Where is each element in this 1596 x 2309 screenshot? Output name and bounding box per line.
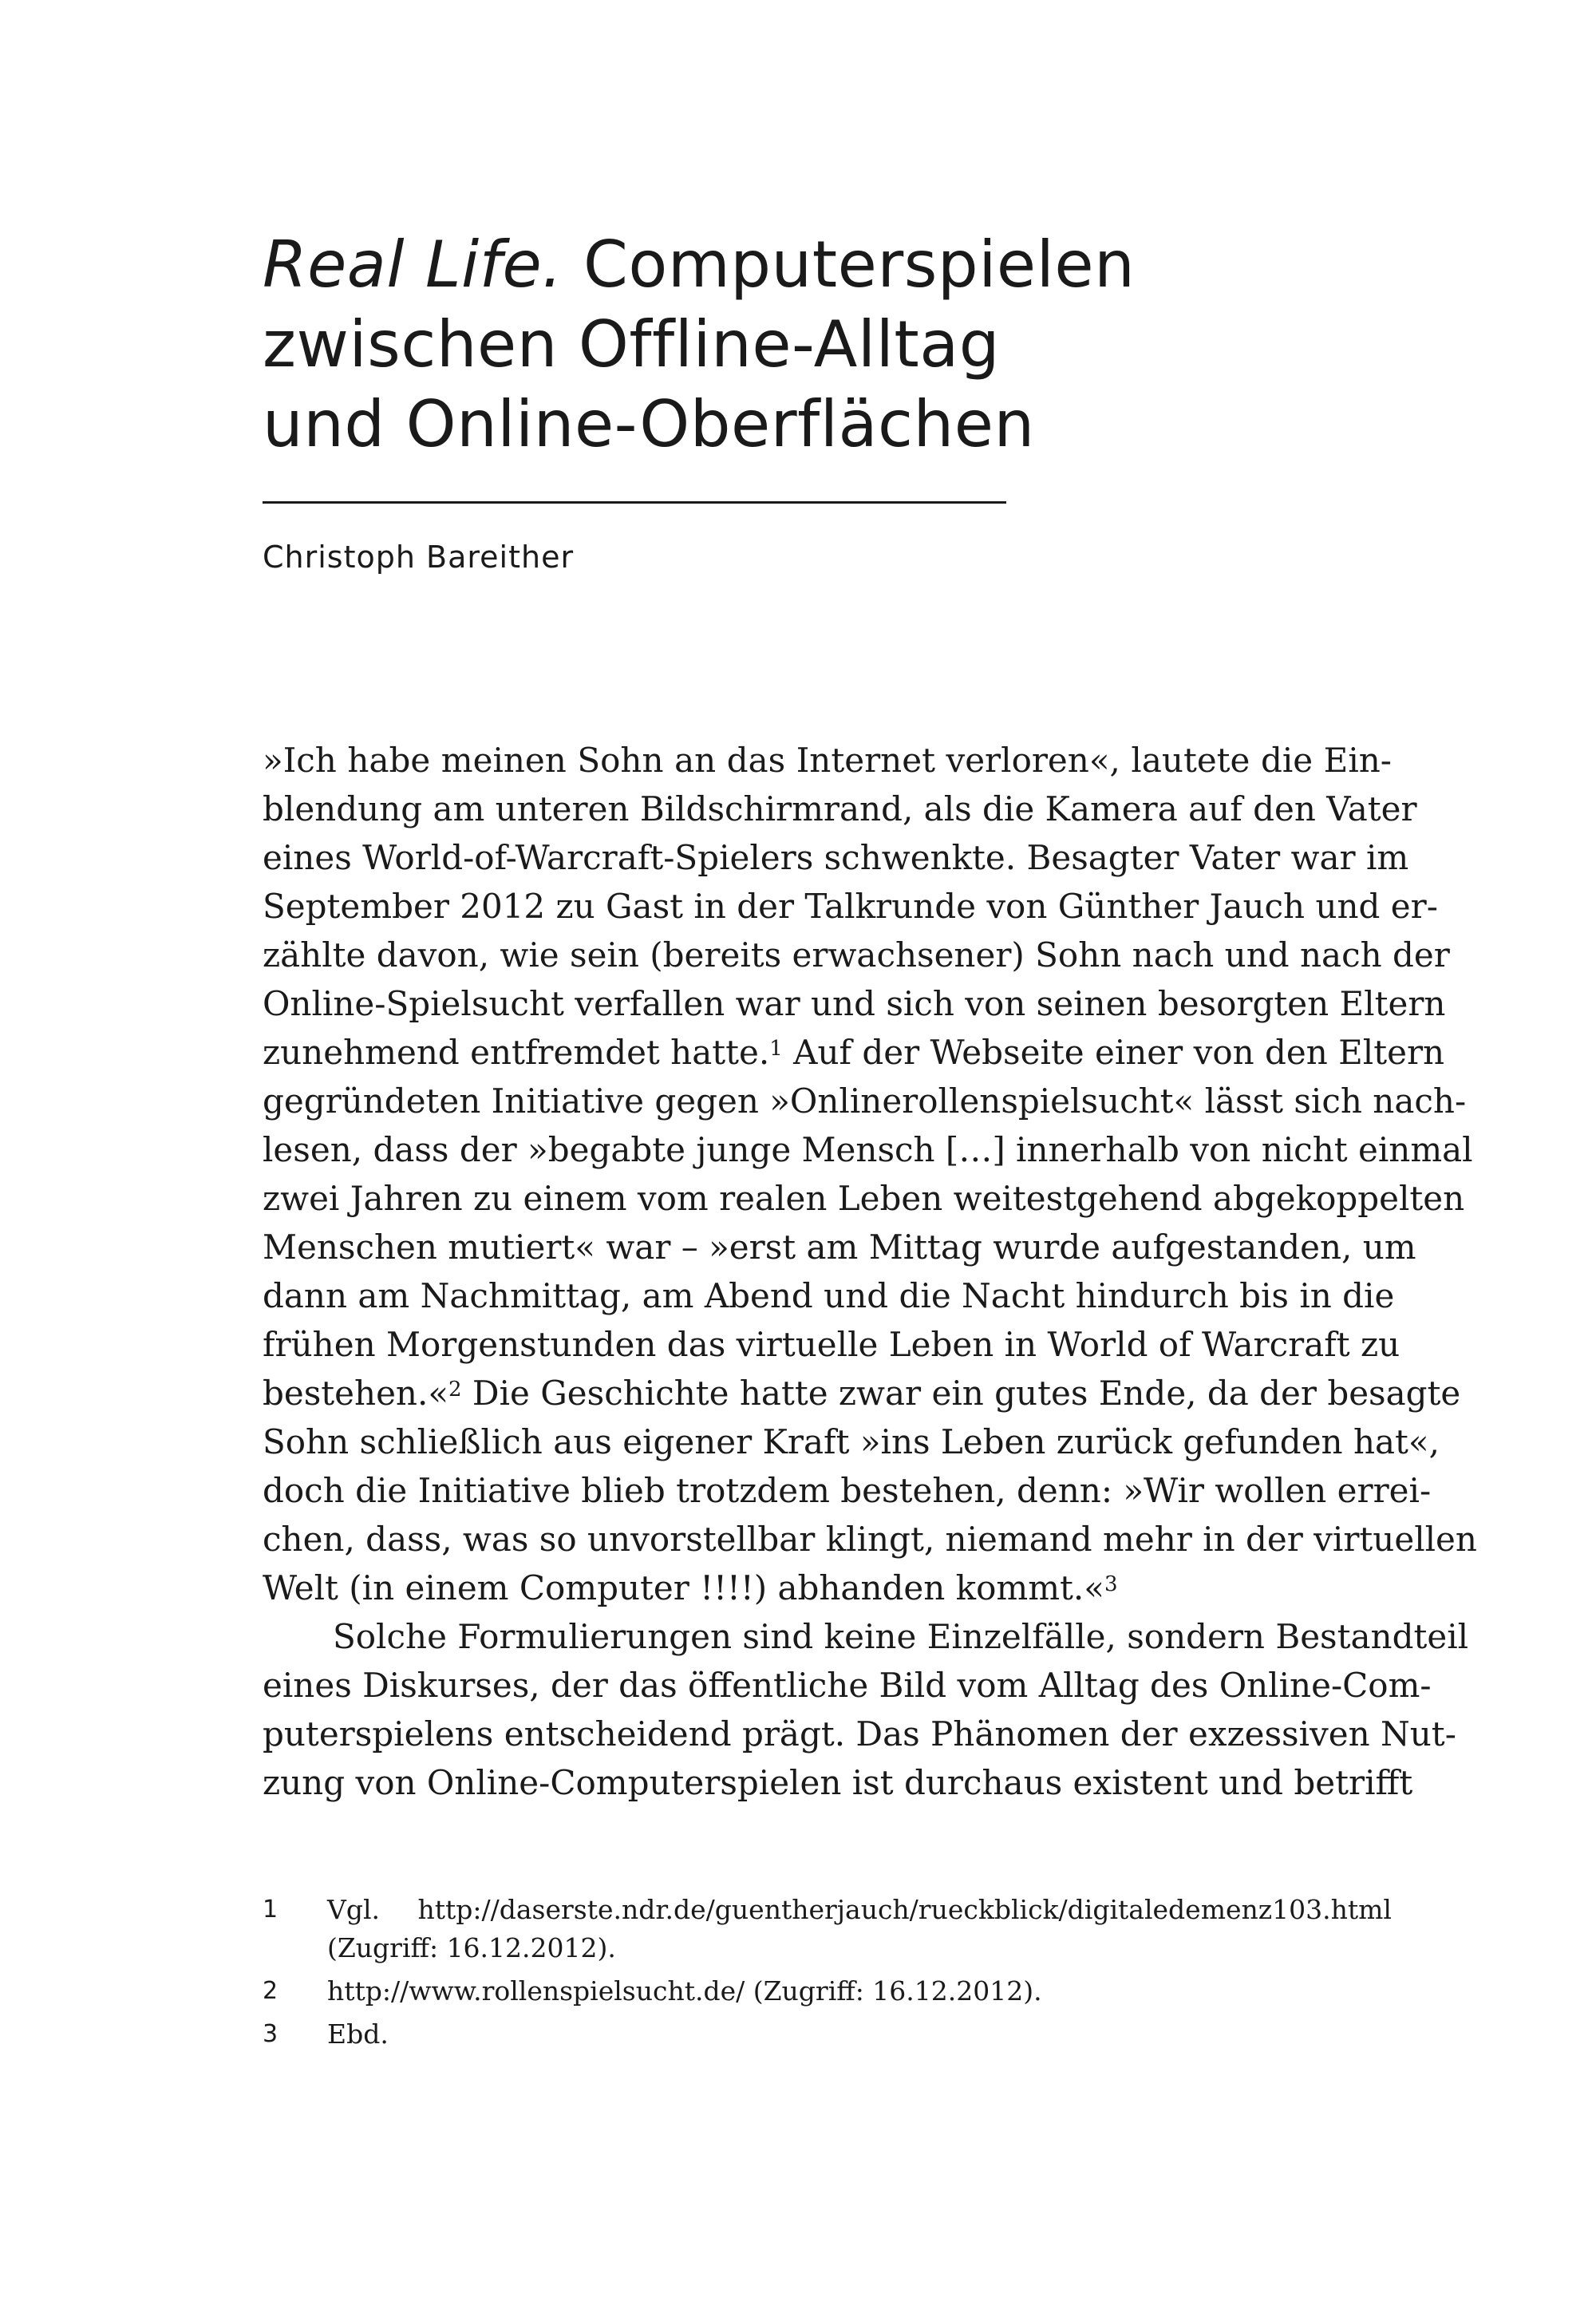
body-line-text: zunehmend entfremdet hatte. bbox=[263, 1033, 770, 1072]
body-line: frühen Morgenstunden das virtuelle Leben in World of Warcraft zu bbox=[263, 1325, 1400, 1364]
body-text bbox=[263, 736, 1477, 1807]
body-line: September 2012 zu Gast in der Talkrunde von Günther Jauch und er- bbox=[263, 887, 1438, 926]
body-line: zung von Online-Computerspielen ist durchaus existent und betrifft bbox=[263, 1763, 1413, 1802]
title-divider bbox=[263, 501, 1006, 504]
footnote-1 bbox=[263, 1891, 1392, 1967]
body-line bbox=[263, 1564, 1392, 1612]
footnote-ref-2[interactable]: 2 bbox=[448, 1378, 462, 1402]
footnote-ref-1[interactable]: 1 bbox=[769, 1037, 783, 1061]
body-line: Online-Spielsucht verfallen war und sich von seinen besorgten Eltern bbox=[263, 984, 1446, 1023]
footnote-number: 1 bbox=[263, 1896, 279, 1924]
body-line: »Ich habe meinen Sohn an das Internet verloren«, lautete die Ein- bbox=[263, 741, 1392, 780]
body-line: Solche Formulierungen sind keine Einzelfälle, sondern Bestandteil bbox=[333, 1617, 1469, 1656]
body-line-text: Welt (in einem Computer !!!!) abhanden kommt.« bbox=[263, 1568, 1104, 1607]
body-line-text: bestehen.« bbox=[263, 1374, 449, 1413]
body-line: doch die Initiative blieb trotzdem bestehen, denn: »Wir wollen errei- bbox=[263, 1471, 1432, 1510]
footnote-link[interactable]: http://www.rollenspielsucht.de/ (Zugriff: 16.12.2012). bbox=[327, 1975, 1042, 2007]
footnotes bbox=[263, 1891, 1392, 2058]
footnote-body bbox=[327, 1972, 1392, 2010]
body-line: gegründeten Initiative gegen »Onlinerollenspielsucht« lässt sich nach- bbox=[263, 1081, 1467, 1121]
footnote-text: Ebd. bbox=[327, 2018, 389, 2050]
footnote-body bbox=[327, 1891, 1392, 1967]
body-line: puterspielens entscheidend prägt. Das Phänomen der exzessiven Nut- bbox=[263, 1714, 1456, 1753]
footnote-ref-3[interactable]: 3 bbox=[1104, 1572, 1118, 1596]
body-line bbox=[263, 1369, 1461, 1417]
body-line: Sohn schließlich aus eigener Kraft »ins Leben zurück gefunden hat«, bbox=[263, 1422, 1440, 1461]
body-line-text: Die Geschichte hatte zwar ein gutes Ende, da der besagte bbox=[461, 1374, 1461, 1413]
body-line: zwei Jahren zu einem vom realen Leben weitestgehend abgekoppelten bbox=[263, 1179, 1465, 1218]
footnote-text: (Zugriff: 16.12.2012). bbox=[327, 1932, 616, 1963]
author-name: Christoph Bareither bbox=[263, 540, 575, 575]
body-line: dann am Nachmittag, am Abend und die Nacht hindurch bis in die bbox=[263, 1276, 1395, 1315]
title-italic-part: Real Life. bbox=[263, 227, 563, 302]
body-line: eines Diskurses, der das öffentliche Bild vom Alltag des Online-Com- bbox=[263, 1666, 1432, 1705]
body-line-text: Auf der Webseite einer von den Eltern bbox=[782, 1033, 1445, 1072]
footnote-2 bbox=[263, 1972, 1392, 2010]
title-line-1 bbox=[263, 225, 1460, 305]
footnote-number: 2 bbox=[263, 1977, 279, 2005]
body-line: chen, dass, was so unvorstellbar klingt, niemand mehr in der virtuellen bbox=[263, 1520, 1477, 1559]
body-line: lesen, dass der »begabte junge Mensch […] innerhalb von nicht einmal bbox=[263, 1130, 1473, 1169]
body-line: blendung am unteren Bildschirmrand, als die Kamera auf den Vater bbox=[263, 789, 1417, 828]
title-line-1-rest: Computerspielen bbox=[583, 227, 1136, 302]
chapter-title bbox=[263, 225, 1460, 465]
body-line: zählte davon, wie sein (bereits erwachsener) Sohn nach und nach der bbox=[263, 935, 1450, 975]
footnote-link[interactable]: Vgl. http://daserste.ndr.de/guentherjauch/rueckblick/digitaledemenz103.html bbox=[327, 1894, 1392, 1925]
body-line: eines World-of-Warcraft-Spielers schwenkte. Besagter Vater war im bbox=[263, 838, 1409, 877]
footnote-number: 3 bbox=[263, 2020, 279, 2048]
body-line bbox=[263, 1028, 1445, 1077]
footnote-body bbox=[327, 2015, 1392, 2054]
title-line-3: und Online-Oberflächen bbox=[263, 387, 1035, 461]
footnote-3 bbox=[263, 2015, 1392, 2054]
body-line: Menschen mutiert« war – »erst am Mittag wurde aufgestanden, um bbox=[263, 1228, 1416, 1267]
title-line-2: zwischen Offline-Alltag bbox=[263, 307, 1000, 382]
